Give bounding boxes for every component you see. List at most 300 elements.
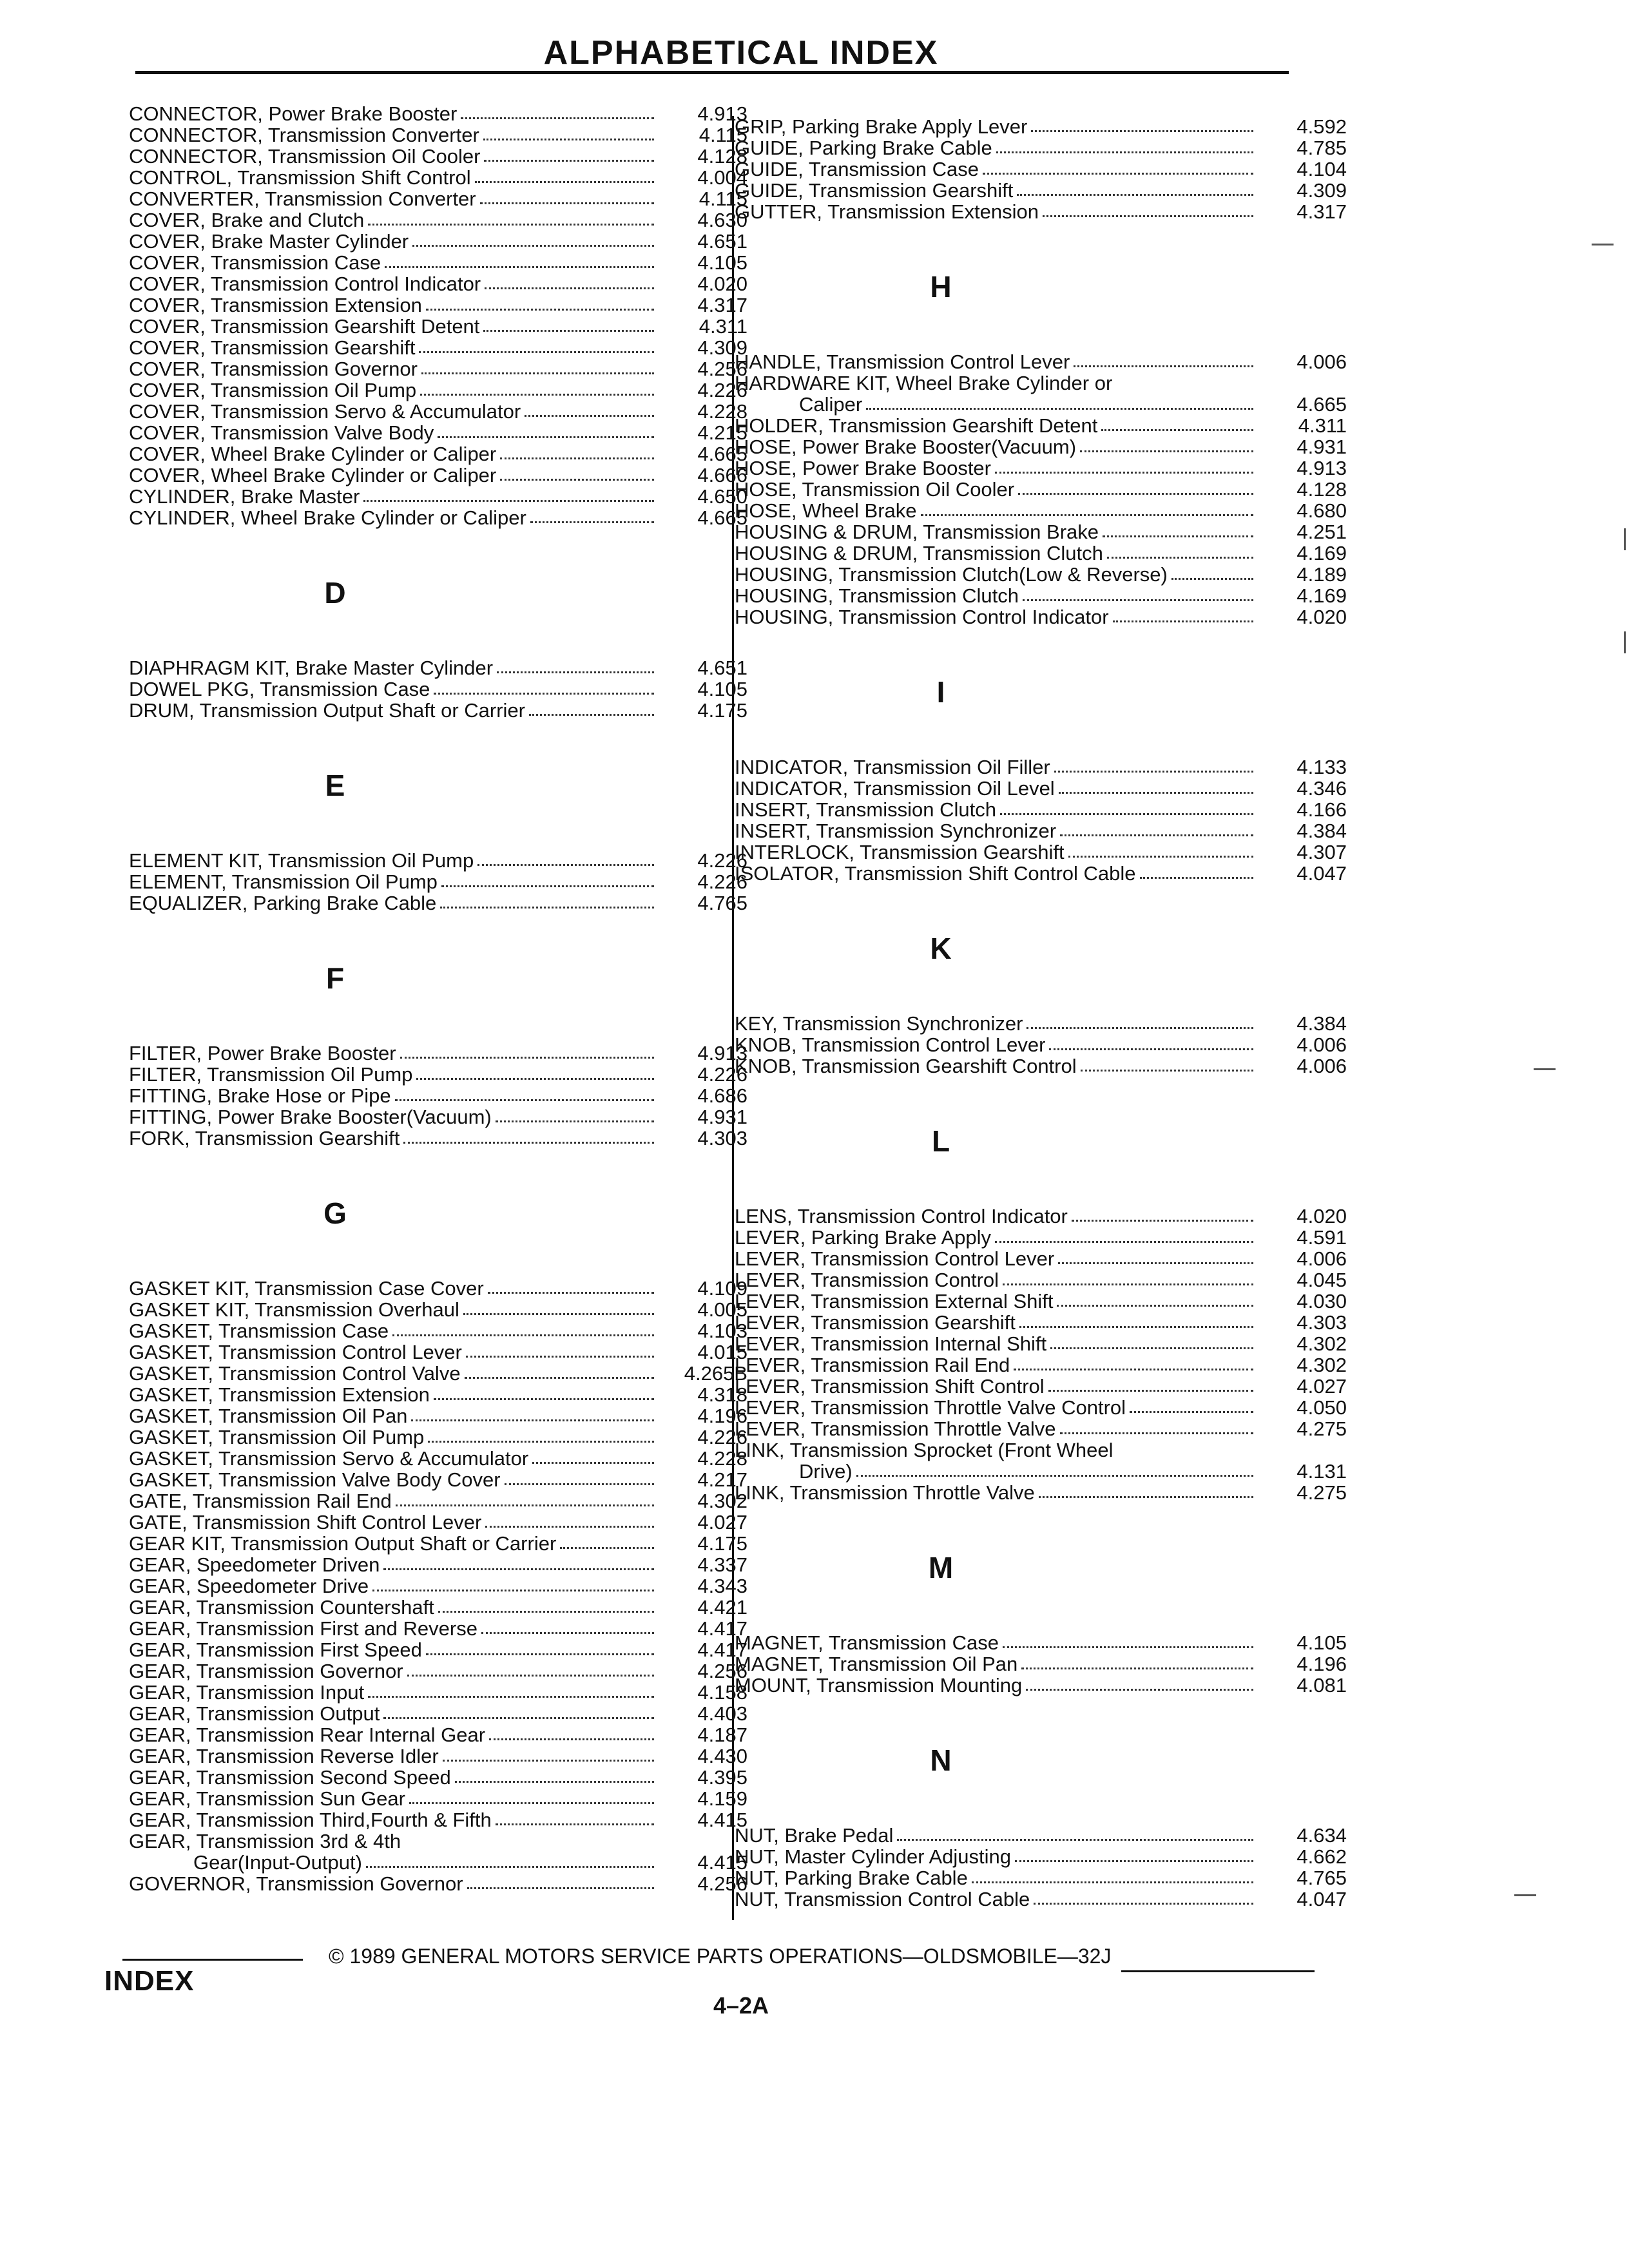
entry-name: COVER, Wheel Brake Cylinder or Caliper <box>129 464 497 486</box>
entry-page: 4.226 <box>697 379 747 401</box>
entry-page: 4.275 <box>1296 1481 1347 1504</box>
entry-page: 4.931 <box>1296 436 1347 458</box>
index-entry <box>129 358 747 380</box>
entry-row <box>735 1846 1347 1867</box>
entry-page: 4.765 <box>1296 1867 1347 1889</box>
footer-page-number: 4–2A <box>713 1992 769 2019</box>
section-letter: G <box>323 1196 347 1230</box>
index-entry <box>735 1206 1347 1227</box>
index-entry <box>735 1675 1347 1696</box>
entry-page: 4.027 <box>697 1511 747 1533</box>
dot-leader <box>1101 428 1253 431</box>
entry-row <box>129 358 747 380</box>
entry-name: GEAR, Transmission Second Speed <box>129 1766 451 1789</box>
dot-leader <box>996 151 1253 153</box>
index-entry <box>735 1418 1347 1439</box>
index-entry <box>735 1034 1347 1055</box>
index-entry <box>129 657 747 678</box>
entry-name: GATE, Transmission Rail End <box>129 1490 392 1512</box>
dot-leader <box>392 1334 654 1336</box>
dot-leader <box>455 1780 654 1783</box>
entry-page: 4.343 <box>697 1575 747 1597</box>
index-entry <box>735 137 1347 159</box>
index-entry <box>129 1597 747 1618</box>
entry-name: COVER, Transmission Gearshift Detent <box>129 315 480 338</box>
index-entry <box>129 1448 747 1469</box>
entry-page: 4.302 <box>697 1490 747 1512</box>
entry-page: 4.027 <box>1296 1375 1347 1398</box>
index-entry <box>129 252 747 273</box>
entry-row <box>129 337 747 358</box>
dot-leader <box>1003 1646 1253 1648</box>
entry-row <box>735 1227 1347 1248</box>
entry-page: 4.630 <box>697 209 747 231</box>
entry-name: INSERT, Transmission Clutch <box>735 798 996 821</box>
index-column-left <box>129 103 747 1894</box>
entry-name: GEAR KIT, Transmission Output Shaft or Carrier <box>129 1532 557 1555</box>
entry-page: 4.015 <box>697 1341 747 1363</box>
dot-leader <box>529 713 654 716</box>
dot-leader <box>485 1525 654 1528</box>
dot-leader <box>1026 1688 1253 1691</box>
entry-row <box>129 1341 747 1363</box>
index-entry <box>735 521 1347 543</box>
entry-name: LEVER, Transmission Internal Shift <box>735 1332 1047 1355</box>
entry-page: 4.189 <box>1296 563 1347 586</box>
dot-leader <box>995 1240 1253 1243</box>
entry-name: HANDLE, Transmission Control Lever <box>735 351 1070 373</box>
entry-name: GUIDE, Parking Brake Cable <box>735 137 992 159</box>
dot-leader <box>488 1291 654 1294</box>
index-entry <box>129 1809 747 1831</box>
entry-name: HOLDER, Transmission Gearshift Detent <box>735 414 1098 437</box>
dot-leader <box>1068 855 1253 858</box>
index-entry <box>129 273 747 294</box>
entry-name: GASKET, Transmission Oil Pan <box>129 1405 408 1427</box>
entry-row <box>129 1533 747 1554</box>
entry-row <box>735 1482 1347 1503</box>
entry-page: 4.081 <box>1296 1674 1347 1696</box>
index-entry <box>735 1248 1347 1269</box>
index-column-right <box>735 116 1347 1910</box>
entry-row <box>129 294 747 316</box>
entry-row <box>129 1852 747 1873</box>
entry-page: 4.020 <box>697 273 747 295</box>
entry-page: 4.346 <box>1296 777 1347 800</box>
entry-name: HOUSING, Transmission Clutch(Low & Reverse) <box>735 563 1168 586</box>
entry-row <box>129 1427 747 1448</box>
index-entry <box>129 337 747 358</box>
dot-leader <box>1072 1219 1253 1222</box>
entry-name: GEAR, Speedometer Drive <box>129 1575 369 1597</box>
dot-leader <box>477 863 654 866</box>
entry-row <box>735 1312 1347 1333</box>
entry-page: 4.665 <box>697 506 747 529</box>
entry-row <box>129 700 747 721</box>
entry-row <box>129 678 747 700</box>
entry-page: 4.303 <box>697 1127 747 1149</box>
index-entry <box>735 159 1347 180</box>
dot-leader <box>407 1674 654 1677</box>
index-entry <box>735 415 1347 436</box>
entry-name: COVER, Brake Master Cylinder <box>129 230 409 253</box>
entry-row <box>129 1660 747 1682</box>
entry-row <box>129 486 747 507</box>
entry-name <box>735 372 1347 394</box>
entry-page: 4.251 <box>1296 521 1347 543</box>
index-entry <box>129 1512 747 1533</box>
entry-row <box>129 1639 747 1660</box>
entry-name: GEAR, Speedometer Driven <box>129 1553 380 1576</box>
entry-page: 4.175 <box>697 699 747 722</box>
dot-leader <box>441 885 654 887</box>
entry-name: GUIDE, Transmission Case <box>735 158 979 180</box>
index-entry <box>129 1533 747 1554</box>
index-entry <box>129 871 747 892</box>
entry-row <box>129 1575 747 1597</box>
index-entry <box>129 1682 747 1703</box>
entry-name: GASKET, Transmission Control Lever <box>129 1341 462 1363</box>
dot-leader <box>426 1653 654 1655</box>
dot-leader <box>438 436 654 438</box>
entry-name: COVER, Transmission Valve Body <box>129 421 434 444</box>
dot-leader <box>1048 1389 1253 1392</box>
entry-name: MAGNET, Transmission Case <box>735 1631 999 1654</box>
entry-row <box>735 585 1347 606</box>
dot-leader <box>1107 556 1253 559</box>
entry-name: DRUM, Transmission Output Shaft or Carrier <box>129 699 526 722</box>
entry-page: 4.006 <box>1296 1033 1347 1056</box>
dot-leader <box>416 1077 654 1080</box>
entry-page: 4.226 <box>697 1063 747 1086</box>
entry-row <box>129 1809 747 1831</box>
dot-leader <box>481 1631 654 1634</box>
index-entry <box>129 465 747 486</box>
dot-leader <box>385 265 654 268</box>
entry-name: GUIDE, Transmission Gearshift <box>735 179 1014 202</box>
entry-page: 4.650 <box>697 485 747 508</box>
entry-page: 4.384 <box>1296 820 1347 842</box>
entry-name: KNOB, Transmission Gearshift Control <box>735 1055 1077 1077</box>
entry-page: 4.105 <box>1296 1631 1347 1654</box>
entry-name: MOUNT, Transmission Mounting <box>735 1674 1023 1696</box>
dot-leader <box>395 1099 654 1101</box>
entry-row <box>129 103 747 124</box>
entry-page: 4.318 <box>697 1383 747 1406</box>
entry-row <box>129 1597 747 1618</box>
entry-row <box>129 892 747 914</box>
index-entry <box>129 443 747 465</box>
entry-page: 4.662 <box>1296 1845 1347 1868</box>
entry-name: ISOLATOR, Transmission Shift Control Cable <box>735 862 1136 885</box>
index-entry <box>735 1055 1347 1077</box>
entry-page: 4.415 <box>697 1851 747 1874</box>
entry-page: 4.169 <box>1296 584 1347 607</box>
index-entry <box>735 180 1347 201</box>
entry-row <box>129 1724 747 1745</box>
entry-name: LEVER, Transmission Throttle Valve <box>735 1418 1056 1440</box>
index-entry <box>735 1376 1347 1397</box>
entry-name: INDICATOR, Transmission Oil Filler <box>735 756 1050 778</box>
entry-name: COVER, Transmission Governor <box>129 358 418 380</box>
dot-leader <box>363 499 654 502</box>
index-entry <box>129 103 747 124</box>
entry-page: 4.030 <box>1296 1290 1347 1312</box>
dot-leader <box>465 1376 654 1379</box>
entry-row <box>735 1867 1347 1888</box>
entry-name-text: LINK, Transmission Sprocket (Front Wheel <box>735 1439 1113 1461</box>
entry-page: 4.415 <box>697 1809 747 1831</box>
index-entry <box>129 1320 747 1341</box>
entry-name: COVER, Transmission Extension <box>129 294 422 316</box>
index-entry <box>129 1341 747 1363</box>
entry-row <box>129 1043 747 1064</box>
dot-leader <box>467 1887 654 1889</box>
index-entry <box>735 606 1347 628</box>
index-entry <box>129 678 747 700</box>
entry-row <box>129 1767 747 1788</box>
entry-name: HOSE, Transmission Oil Cooler <box>735 478 1015 501</box>
entry-row <box>129 871 747 892</box>
entry-row <box>129 1384 747 1405</box>
entry-row <box>735 201 1347 222</box>
entry-name: GASKET, Transmission Control Valve <box>129 1362 461 1385</box>
entry-name: LENS, Transmission Control Indicator <box>735 1205 1068 1227</box>
dot-leader <box>1057 1304 1253 1307</box>
index-entry <box>735 585 1347 606</box>
index-entry <box>735 564 1347 585</box>
index-entry <box>129 486 747 507</box>
index-entry <box>735 1312 1347 1333</box>
entry-page: 4.226 <box>697 870 747 893</box>
entry-name: GRIP, Parking Brake Apply Lever <box>735 115 1028 138</box>
entry-page: 4.421 <box>697 1596 747 1619</box>
entry-row <box>129 1703 747 1724</box>
entry-page: 4.158 <box>697 1681 747 1704</box>
entry-row <box>129 1745 747 1767</box>
entry-name: CONTROL, Transmission Shift Control <box>129 166 471 189</box>
index-entry <box>129 1788 747 1809</box>
dot-leader <box>1054 770 1253 773</box>
entry-row <box>735 799 1347 820</box>
entry-row <box>735 543 1347 564</box>
entry-row <box>129 167 747 188</box>
dot-leader <box>505 1483 654 1485</box>
index-entry <box>735 1825 1347 1846</box>
dot-leader <box>1171 577 1253 580</box>
entry-row <box>735 841 1347 863</box>
entry-row <box>735 1632 1347 1653</box>
index-entry <box>129 422 747 443</box>
dot-leader <box>1059 791 1253 794</box>
dot-leader <box>366 1865 654 1868</box>
entry-name: GEAR, Transmission Rear Internal Gear <box>129 1724 486 1746</box>
entry-page: 4.395 <box>697 1766 747 1789</box>
entry-name: NUT, Master Cylinder Adjusting <box>735 1845 1011 1868</box>
entry-row <box>129 209 747 231</box>
entry-row <box>735 606 1347 628</box>
entry-page: 4.217 <box>697 1468 747 1491</box>
dot-leader <box>1003 1283 1253 1285</box>
entry-page: 4.115 <box>699 124 747 146</box>
entry-page: 4.228 <box>697 1447 747 1470</box>
entry-page: 4.275 <box>1296 1418 1347 1440</box>
dot-leader <box>475 180 654 183</box>
entry-page: 4.303 <box>1296 1311 1347 1334</box>
entry-page: 4.131 <box>1296 1460 1347 1483</box>
dot-leader <box>1060 834 1253 836</box>
entry-page: 4.004 <box>697 166 747 189</box>
entry-page: 4.045 <box>1296 1269 1347 1291</box>
entry-name: GASKET, Transmission Extension <box>129 1383 430 1406</box>
entry-row <box>735 1653 1347 1675</box>
entry-name: GASKET, Transmission Valve Body Cover <box>129 1468 501 1491</box>
entry-name: GEAR, Transmission First Speed <box>129 1639 422 1661</box>
entry-page: 4.785 <box>1296 137 1347 159</box>
index-entry <box>129 1703 747 1724</box>
index-entry <box>735 436 1347 457</box>
dot-leader <box>411 1419 654 1421</box>
dot-leader <box>1027 1026 1253 1029</box>
entry-page: 4.159 <box>697 1787 747 1810</box>
dot-leader <box>1081 1069 1253 1072</box>
entry-page: 4.226 <box>697 849 747 872</box>
entry-name: HOUSING, Transmission Control Indicator <box>735 606 1109 628</box>
index-entry <box>735 1846 1347 1867</box>
entry-row <box>129 124 747 146</box>
entry-name: EQUALIZER, Parking Brake Cable <box>129 892 437 914</box>
entry-row <box>735 500 1347 521</box>
entry-page: 4.317 <box>1296 200 1347 223</box>
dot-leader <box>856 1474 1253 1477</box>
index-entry <box>129 1128 747 1149</box>
entry-row <box>735 863 1347 884</box>
index-entry <box>129 1064 747 1085</box>
index-entry <box>129 1660 747 1682</box>
entry-row <box>129 380 747 401</box>
entry-name: HOUSING & DRUM, Transmission Brake <box>735 521 1099 543</box>
entry-row <box>735 521 1347 543</box>
margin-mark <box>1514 1894 1536 1896</box>
entry-page: 4.913 <box>697 102 747 125</box>
dot-leader <box>440 906 654 908</box>
dot-leader <box>421 372 654 374</box>
dot-leader <box>897 1838 1253 1841</box>
entry-row <box>129 422 747 443</box>
entry-page: 4.104 <box>1296 158 1347 180</box>
index-entry <box>735 116 1347 137</box>
dot-leader <box>1103 535 1253 537</box>
entry-row <box>735 1034 1347 1055</box>
dot-leader <box>368 223 654 226</box>
index-entry <box>735 778 1347 799</box>
entry-page: 4.109 <box>697 1277 747 1300</box>
section-letter: F <box>325 961 345 995</box>
dot-leader <box>1060 1432 1254 1434</box>
index-entry <box>129 209 747 231</box>
margin-mark <box>1592 244 1614 245</box>
index-entry <box>129 1554 747 1575</box>
entry-page: 4.265B <box>684 1362 747 1385</box>
index-entry <box>129 1618 747 1639</box>
entry-name-continuation: Caliper <box>799 393 863 416</box>
entry-page: 4.005 <box>697 1298 747 1321</box>
dot-leader <box>443 1759 654 1762</box>
entry-row <box>735 1055 1347 1077</box>
entry-row <box>735 1333 1347 1354</box>
entry-row <box>735 436 1347 457</box>
entry-row <box>735 159 1347 180</box>
dot-leader <box>1021 1667 1253 1669</box>
index-entry <box>129 1278 747 1299</box>
entry-row <box>129 1299 747 1320</box>
entry-page: 4.686 <box>697 1084 747 1107</box>
entry-page: 4.403 <box>697 1702 747 1725</box>
entry-page: 4.913 <box>697 1042 747 1064</box>
index-entry <box>735 756 1347 778</box>
entry-row <box>735 180 1347 201</box>
entry-name: HOSE, Power Brake Booster <box>735 457 991 479</box>
entry-row <box>129 1106 747 1128</box>
entry-name: ELEMENT KIT, Transmission Oil Pump <box>129 849 474 872</box>
entry-page: 4.302 <box>1296 1332 1347 1355</box>
index-entry <box>129 1106 747 1128</box>
dot-leader <box>1014 1368 1253 1370</box>
entry-name-text: GEAR, Transmission 3rd & 4th <box>129 1830 401 1852</box>
index-entry <box>129 1873 747 1894</box>
entry-row <box>735 1376 1347 1397</box>
entry-name: DOWEL PKG, Transmission Case <box>129 678 430 700</box>
entry-page: 4.175 <box>697 1532 747 1555</box>
dot-leader <box>500 478 654 481</box>
index-entry <box>129 1575 747 1597</box>
column-divider <box>732 116 734 1920</box>
index-entry <box>129 167 747 188</box>
index-entry <box>735 1354 1347 1376</box>
dot-leader <box>1000 812 1253 815</box>
entry-page: 4.020 <box>1296 606 1347 628</box>
entry-name: CYLINDER, Wheel Brake Cylinder or Caliper <box>129 506 526 529</box>
entry-row <box>735 137 1347 159</box>
entry-page: 4.417 <box>697 1617 747 1640</box>
index-entry <box>735 1397 1347 1418</box>
entry-row <box>129 1128 747 1149</box>
entry-page: 4.187 <box>697 1724 747 1746</box>
entry-name: COVER, Brake and Clutch <box>129 209 365 231</box>
entry-row <box>735 756 1347 778</box>
index-entry <box>735 1227 1347 1248</box>
index-entry <box>129 1745 747 1767</box>
index-entry <box>735 351 1347 372</box>
entry-page: 4.680 <box>1296 499 1347 522</box>
entry-name: HOUSING, Transmission Clutch <box>735 584 1019 607</box>
entry-page: 4.196 <box>697 1405 747 1427</box>
dot-leader <box>497 671 654 673</box>
dot-leader <box>1034 1902 1253 1905</box>
entry-row <box>129 1405 747 1427</box>
index-entry <box>735 1269 1347 1291</box>
index-entry <box>129 1384 747 1405</box>
index-entry <box>129 1299 747 1320</box>
dot-leader <box>1017 193 1253 196</box>
margin-mark <box>1624 528 1626 550</box>
entry-page: 4.226 <box>697 1426 747 1448</box>
entry-row <box>129 1554 747 1575</box>
entry-name: CONNECTOR, Transmission Oil Cooler <box>129 145 481 168</box>
index-entry <box>129 401 747 422</box>
dot-leader <box>383 1568 654 1570</box>
entry-row <box>129 273 747 294</box>
